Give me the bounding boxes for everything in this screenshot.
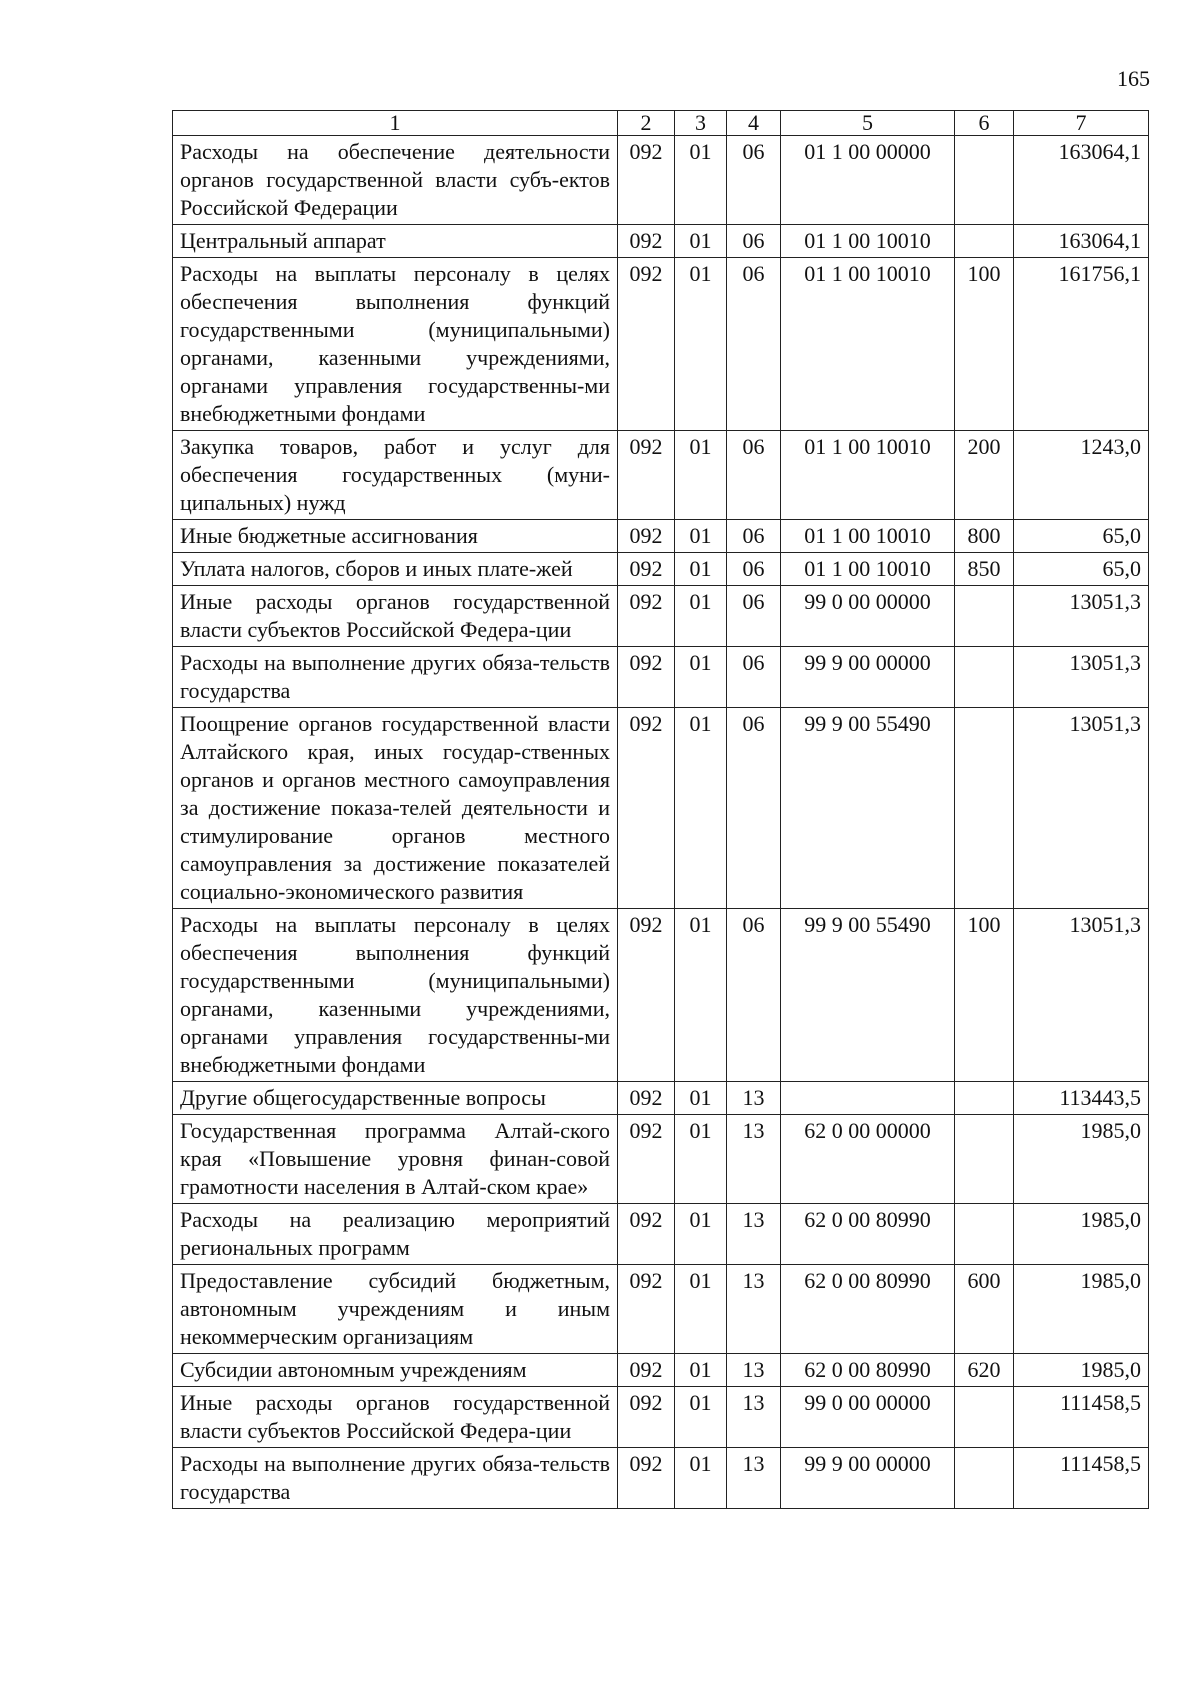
section-code-cell: 01 — [675, 586, 727, 647]
ministry-code-cell: 092 — [618, 1082, 675, 1115]
ministry-code-cell: 092 — [618, 1265, 675, 1354]
target-article-cell: 01 1 00 10010 — [781, 225, 955, 258]
expense-name-cell: Расходы на выплаты персоналу в целях обеспечения выполнения функций государственными (муниципальными) органами, казенными учреждениями, органами управления государственны-ми внебюджетными фондами — [173, 909, 618, 1082]
table-row — [173, 586, 1149, 647]
subsection-code-cell: 13 — [727, 1265, 781, 1354]
subsection-code-cell: 13 — [727, 1082, 781, 1115]
section-code-cell: 01 — [675, 1354, 727, 1387]
section-code-cell: 01 — [675, 647, 727, 708]
amount-cell: 1985,0 — [1014, 1204, 1149, 1265]
expense-name-cell: Государственная программа Алтай-ского края «Повышение уровня финан-совой грамотности населения в Алтай-ском крае» — [173, 1115, 618, 1204]
target-article-cell: 01 1 00 10010 — [781, 258, 955, 431]
column-header: 6 — [955, 111, 1014, 136]
expense-name-cell: Предоставление субсидий бюджетным, автономным учреждениям и иным некоммерческим организациям — [173, 1265, 618, 1354]
ministry-code-cell: 092 — [618, 1115, 675, 1204]
ministry-code-cell: 092 — [618, 553, 675, 586]
expense-type-cell — [955, 1082, 1014, 1115]
table-row — [173, 1448, 1149, 1509]
table-row — [173, 553, 1149, 586]
expense-name-cell: Иные бюджетные ассигнования — [173, 520, 618, 553]
expense-name-cell: Центральный аппарат — [173, 225, 618, 258]
amount-cell: 113443,5 — [1014, 1082, 1149, 1115]
section-code-cell: 01 — [675, 225, 727, 258]
amount-cell: 13051,3 — [1014, 586, 1149, 647]
section-code-cell: 01 — [675, 1204, 727, 1265]
column-header: 4 — [727, 111, 781, 136]
target-article-cell: 99 9 00 00000 — [781, 647, 955, 708]
amount-cell: 111458,5 — [1014, 1448, 1149, 1509]
target-article-cell: 62 0 00 80990 — [781, 1265, 955, 1354]
target-article-cell: 62 0 00 80990 — [781, 1204, 955, 1265]
expense-type-cell — [955, 586, 1014, 647]
subsection-code-cell: 06 — [727, 258, 781, 431]
subsection-code-cell: 06 — [727, 136, 781, 225]
amount-cell: 13051,3 — [1014, 708, 1149, 909]
section-code-cell: 01 — [675, 431, 727, 520]
ministry-code-cell: 092 — [618, 1448, 675, 1509]
target-article-cell: 99 9 00 55490 — [781, 909, 955, 1082]
section-code-cell: 01 — [675, 553, 727, 586]
table-row — [173, 909, 1149, 1082]
subsection-code-cell: 06 — [727, 909, 781, 1082]
target-article-cell: 01 1 00 00000 — [781, 136, 955, 225]
subsection-code-cell: 13 — [727, 1204, 781, 1265]
target-article-cell — [781, 1082, 955, 1115]
subsection-code-cell: 13 — [727, 1354, 781, 1387]
target-article-cell: 01 1 00 10010 — [781, 553, 955, 586]
budget-table — [172, 110, 1149, 1509]
target-article-cell: 99 9 00 00000 — [781, 1448, 955, 1509]
ministry-code-cell: 092 — [618, 258, 675, 431]
amount-cell: 161756,1 — [1014, 258, 1149, 431]
expense-type-cell: 600 — [955, 1265, 1014, 1354]
amount-cell: 1243,0 — [1014, 431, 1149, 520]
table-row — [173, 258, 1149, 431]
amount-cell: 1985,0 — [1014, 1115, 1149, 1204]
ministry-code-cell: 092 — [618, 586, 675, 647]
expense-name-cell: Поощрение органов государственной власти Алтайского края, иных государ-ственных органов и органов местного самоуправления за достижение показа-телей деятельности и стимулирование органов местного самоуправления за достижение показателей социально-экономического развития — [173, 708, 618, 909]
expense-name-cell: Расходы на выполнение других обяза-тельств государства — [173, 1448, 618, 1509]
table-row — [173, 431, 1149, 520]
page-number: 165 — [1117, 66, 1150, 91]
ministry-code-cell: 092 — [618, 1204, 675, 1265]
column-header: 2 — [618, 111, 675, 136]
target-article-cell: 99 0 00 00000 — [781, 586, 955, 647]
expense-name-cell: Иные расходы органов государственной власти субъектов Российской Федера-ции — [173, 586, 618, 647]
table-row — [173, 1204, 1149, 1265]
table-row — [173, 136, 1149, 225]
ministry-code-cell: 092 — [618, 136, 675, 225]
section-code-cell: 01 — [675, 1448, 727, 1509]
amount-cell: 1985,0 — [1014, 1265, 1149, 1354]
subsection-code-cell: 06 — [727, 520, 781, 553]
ministry-code-cell: 092 — [618, 1354, 675, 1387]
expense-type-cell — [955, 225, 1014, 258]
ministry-code-cell: 092 — [618, 225, 675, 258]
table-row — [173, 1354, 1149, 1387]
target-article-cell: 62 0 00 80990 — [781, 1354, 955, 1387]
target-article-cell: 01 1 00 10010 — [781, 431, 955, 520]
target-article-cell: 99 0 00 00000 — [781, 1387, 955, 1448]
expense-name-cell: Расходы на реализацию мероприятий региональных программ — [173, 1204, 618, 1265]
expense-name-cell: Другие общегосударственные вопросы — [173, 1082, 618, 1115]
target-article-cell: 62 0 00 00000 — [781, 1115, 955, 1204]
column-header: 1 — [173, 111, 618, 136]
amount-cell: 163064,1 — [1014, 225, 1149, 258]
table-row — [173, 1115, 1149, 1204]
subsection-code-cell: 13 — [727, 1387, 781, 1448]
column-header: 5 — [781, 111, 955, 136]
table-row — [173, 520, 1149, 553]
expense-name-cell: Расходы на обеспечение деятельности органов государственной власти субъ-ектов Российской Федерации — [173, 136, 618, 225]
expense-name-cell: Иные расходы органов государственной власти субъектов Российской Федера-ции — [173, 1387, 618, 1448]
column-header: 3 — [675, 111, 727, 136]
amount-cell: 1985,0 — [1014, 1354, 1149, 1387]
section-code-cell: 01 — [675, 136, 727, 225]
expense-type-cell — [955, 1387, 1014, 1448]
table-header-row — [173, 111, 1149, 136]
amount-cell: 13051,3 — [1014, 647, 1149, 708]
ministry-code-cell: 092 — [618, 708, 675, 909]
expense-name-cell: Расходы на выплаты персоналу в целях обеспечения выполнения функций государственными (муниципальными) органами, казенными учреждениями, органами управления государственны-ми внебюджетными фондами — [173, 258, 618, 431]
expense-type-cell: 850 — [955, 553, 1014, 586]
subsection-code-cell: 06 — [727, 647, 781, 708]
table-row — [173, 708, 1149, 909]
table-row — [173, 647, 1149, 708]
expense-type-cell — [955, 708, 1014, 909]
target-article-cell: 99 9 00 55490 — [781, 708, 955, 909]
table-row — [173, 1082, 1149, 1115]
section-code-cell: 01 — [675, 1082, 727, 1115]
section-code-cell: 01 — [675, 1387, 727, 1448]
subsection-code-cell: 06 — [727, 553, 781, 586]
expense-type-cell: 800 — [955, 520, 1014, 553]
amount-cell: 111458,5 — [1014, 1387, 1149, 1448]
subsection-code-cell: 13 — [727, 1115, 781, 1204]
expense-name-cell: Уплата налогов, сборов и иных плате-жей — [173, 553, 618, 586]
expense-type-cell — [955, 1204, 1014, 1265]
amount-cell: 65,0 — [1014, 553, 1149, 586]
target-article-cell: 01 1 00 10010 — [781, 520, 955, 553]
section-code-cell: 01 — [675, 708, 727, 909]
table-row — [173, 225, 1149, 258]
expense-name-cell: Субсидии автономным учреждениям — [173, 1354, 618, 1387]
column-header: 7 — [1014, 111, 1149, 136]
section-code-cell: 01 — [675, 909, 727, 1082]
expense-type-cell — [955, 647, 1014, 708]
table-body — [173, 136, 1149, 1509]
expense-name-cell: Закупка товаров, работ и услуг для обеспечения государственных (муни-ципальных) нужд — [173, 431, 618, 520]
subsection-code-cell: 06 — [727, 586, 781, 647]
subsection-code-cell: 06 — [727, 431, 781, 520]
expense-type-cell: 100 — [955, 909, 1014, 1082]
ministry-code-cell: 092 — [618, 431, 675, 520]
subsection-code-cell: 06 — [727, 708, 781, 909]
expense-type-cell: 200 — [955, 431, 1014, 520]
section-code-cell: 01 — [675, 1115, 727, 1204]
ministry-code-cell: 092 — [618, 1387, 675, 1448]
amount-cell: 13051,3 — [1014, 909, 1149, 1082]
ministry-code-cell: 092 — [618, 520, 675, 553]
expense-type-cell: 620 — [955, 1354, 1014, 1387]
ministry-code-cell: 092 — [618, 909, 675, 1082]
expense-type-cell — [955, 1115, 1014, 1204]
amount-cell: 65,0 — [1014, 520, 1149, 553]
section-code-cell: 01 — [675, 258, 727, 431]
amount-cell: 163064,1 — [1014, 136, 1149, 225]
expense-type-cell — [955, 1448, 1014, 1509]
subsection-code-cell: 13 — [727, 1448, 781, 1509]
subsection-code-cell: 06 — [727, 225, 781, 258]
table-row — [173, 1387, 1149, 1448]
expense-name-cell: Расходы на выполнение других обяза-тельств государства — [173, 647, 618, 708]
ministry-code-cell: 092 — [618, 647, 675, 708]
table-row — [173, 1265, 1149, 1354]
section-code-cell: 01 — [675, 1265, 727, 1354]
expense-type-cell — [955, 136, 1014, 225]
expense-type-cell: 100 — [955, 258, 1014, 431]
section-code-cell: 01 — [675, 520, 727, 553]
